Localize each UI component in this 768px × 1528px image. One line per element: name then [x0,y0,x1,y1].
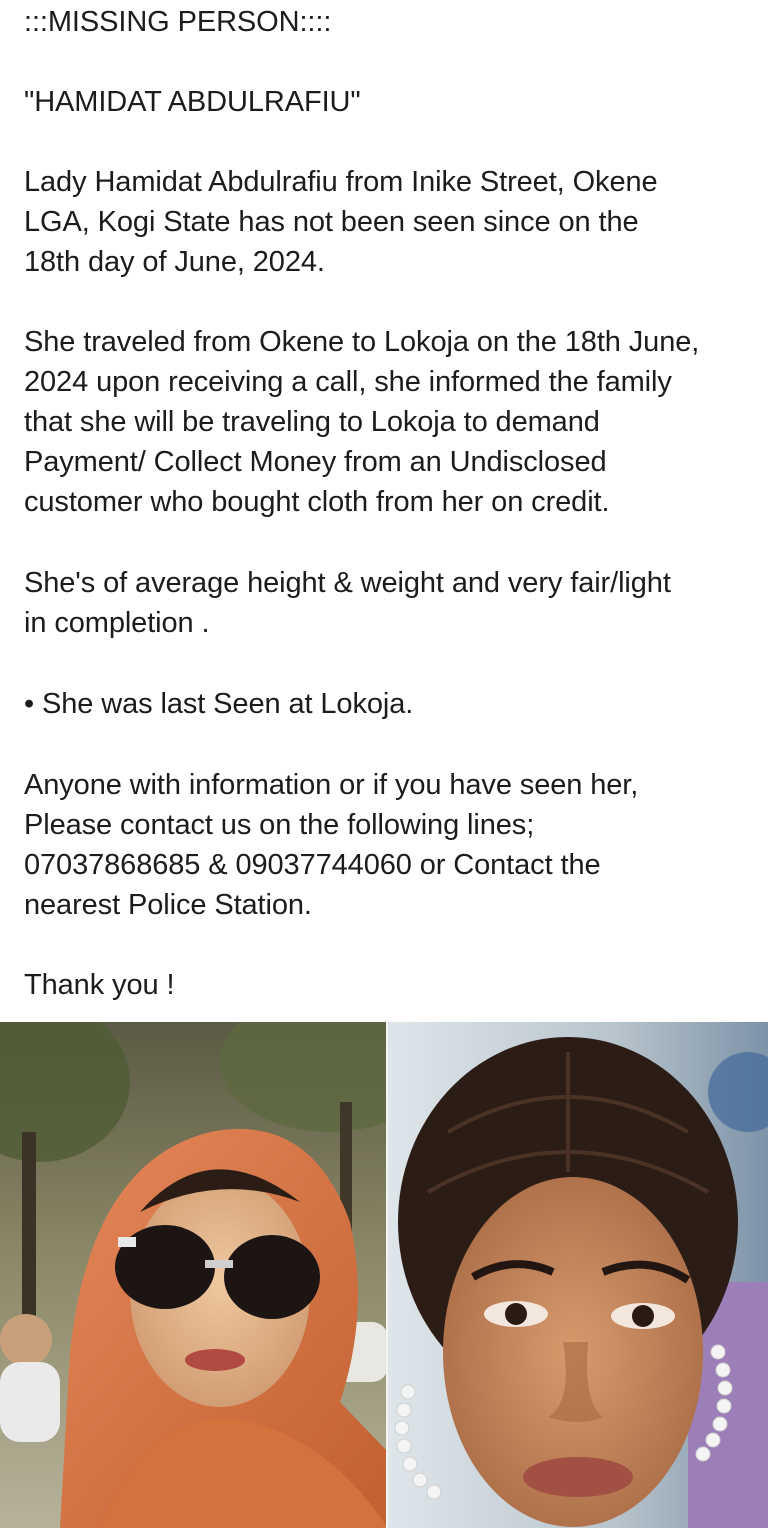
travel-line: that she will be traveling to Lokoja to demand [24,406,600,438]
contact-line: nearest Police Station. [24,889,312,921]
photo-collage[interactable] [0,1022,768,1528]
intro-line: 18th day of June, 2024. [24,246,325,278]
travel-line: Payment/ Collect Money from an Undisclosed [24,446,607,478]
missing-person-name: "HAMIDAT ABDULRAFIU" [24,86,361,118]
photo-woman-braided-hair-earrings-icon [388,1022,768,1528]
description-line: in completion . [24,607,210,639]
contact-line: Anyone with information or if you have seen her, [24,769,639,801]
contact-line: Please contact us on the following lines; [24,809,535,841]
photo-left[interactable] [0,1022,388,1528]
travel-line: 2024 upon receiving a call, she informed the family [24,366,672,398]
travel-line: She traveled from Okene to Lokoja on the 18th June, [24,326,700,358]
description-line: She's of average height & weight and very fair/light [24,567,671,599]
closing-text: Thank you ! [24,969,175,1001]
photo-woman-orange-hijab-sunglasses-icon [0,1022,388,1528]
contact-phone-line: 07037868685 & 09037744060 or Contact the [24,849,601,881]
last-seen-bullet: • She was last Seen at Lokoja. [24,688,414,720]
intro-line: Lady Hamidat Abdulrafiu from Inike Street, Okene [24,166,658,198]
travel-line: customer who bought cloth from her on credit. [24,486,610,518]
photo-right[interactable] [388,1022,768,1528]
intro-line: LGA, Kogi State has not been seen since on the [24,206,639,238]
post-heading: :::MISSING PERSON:::: [24,6,332,38]
